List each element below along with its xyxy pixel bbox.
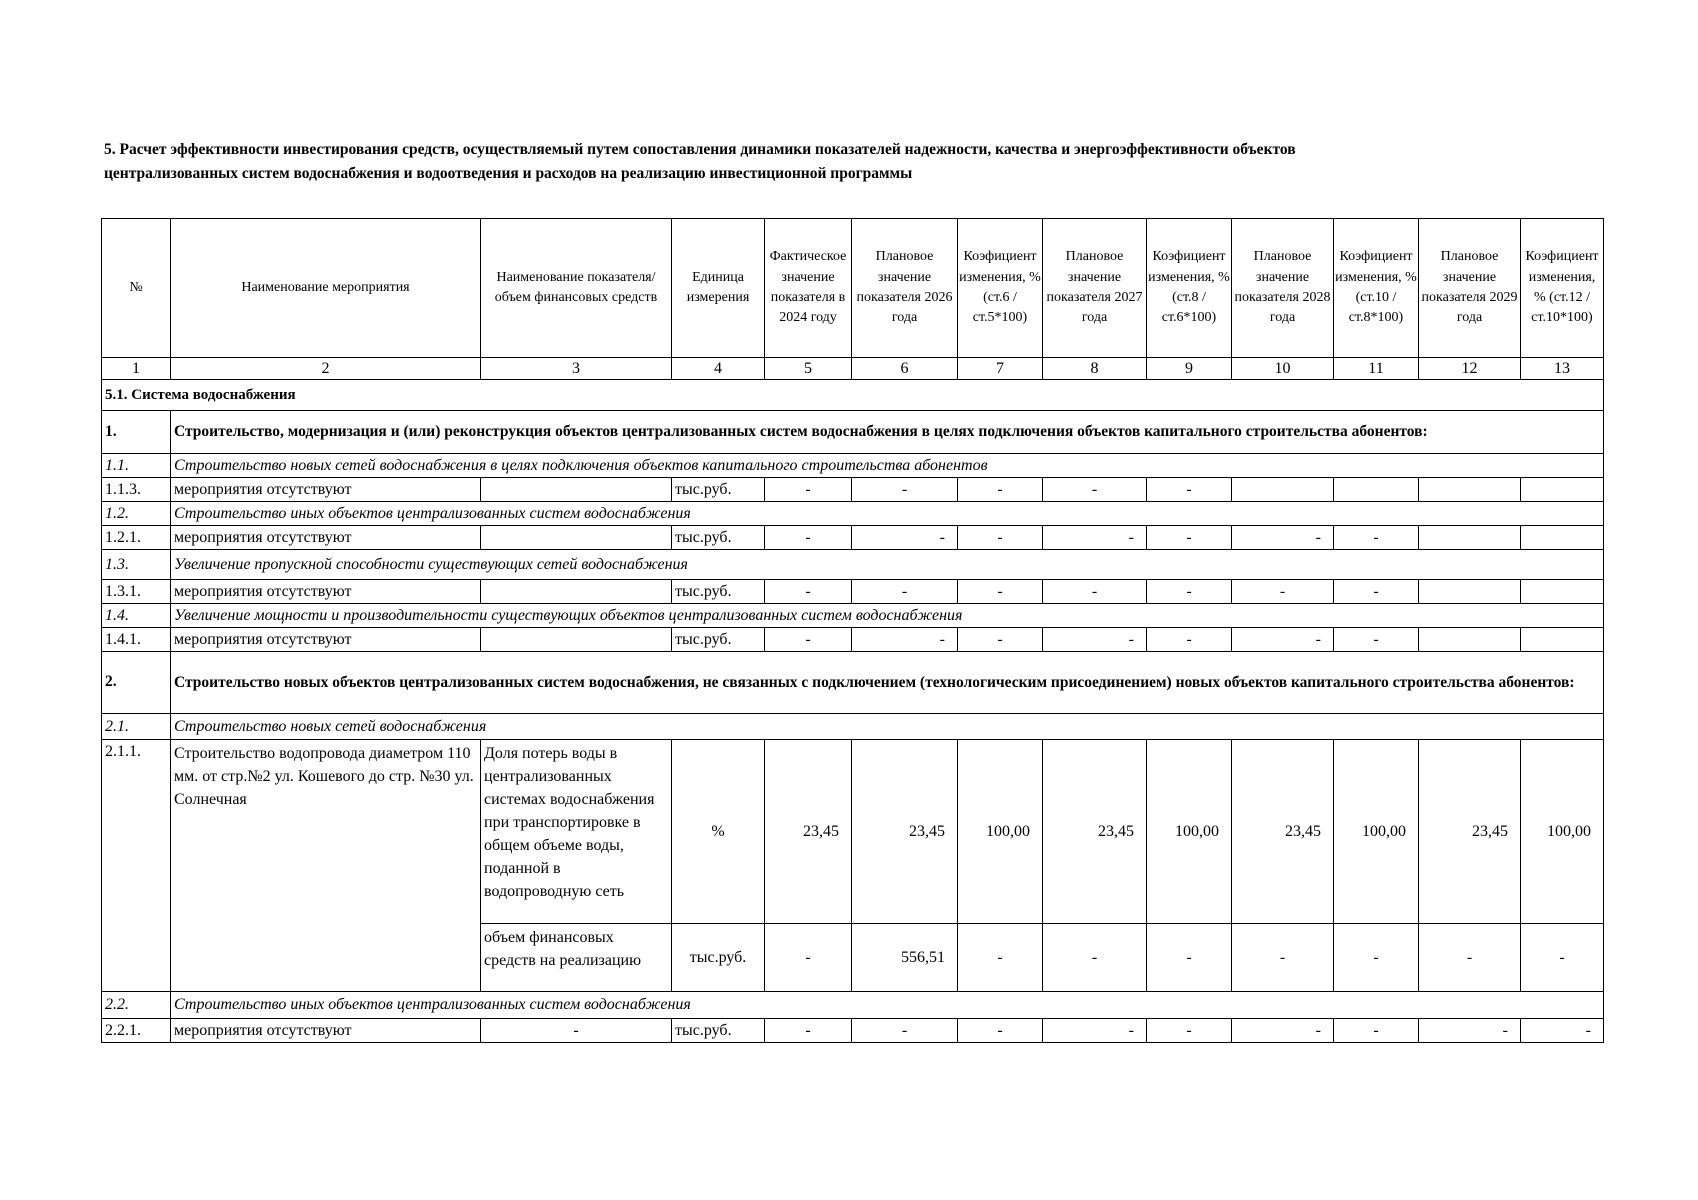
header-name: Наименование мероприятия — [171, 219, 481, 358]
cell-value: - — [765, 628, 852, 652]
cell-value: - — [1232, 580, 1334, 604]
cell-value — [1419, 478, 1521, 502]
subgroup-num: 2.1. — [102, 714, 171, 740]
subgroup-num: 1.1. — [102, 454, 171, 478]
table-row — [102, 526, 1604, 550]
subgroup-row — [102, 550, 1604, 580]
header-indicator: Наименование показателя/ объем финансовых средств — [481, 219, 672, 358]
row-unit: тыс.руб. — [672, 1019, 765, 1043]
header-coef-9: Коэфициент изменения, % (ст.8 /ст.6*100) — [1147, 219, 1232, 358]
cell-value: - — [1147, 580, 1232, 604]
cell-value: - — [765, 526, 852, 550]
row-num: 1.4.1. — [102, 628, 171, 652]
row-unit: тыс.руб. — [672, 478, 765, 502]
cell-value: - — [852, 1019, 958, 1043]
efficiency-table — [101, 218, 1604, 1043]
cell-value: 23,45 — [1419, 740, 1521, 924]
cell-value: 23,45 — [1232, 740, 1334, 924]
cell-value: - — [1521, 1019, 1604, 1043]
cell-value: - — [958, 924, 1043, 992]
col-number: 1 — [102, 358, 171, 380]
table-row — [102, 580, 1604, 604]
table-row — [102, 740, 1604, 924]
col-number: 10 — [1232, 358, 1334, 380]
cell-value — [1419, 628, 1521, 652]
col-number: 13 — [1521, 358, 1604, 380]
col-number: 8 — [1043, 358, 1147, 380]
row-indicator — [481, 628, 672, 652]
cell-value: 100,00 — [1147, 740, 1232, 924]
group-row — [102, 411, 1604, 454]
row-name: мероприятия отсутствуют — [171, 478, 481, 502]
title-line-1: 5. Расчет эффективности инвестирования средств, осуществляемый путем сопоставления динамики показателей надежности, качества и энергоэффективности объектов — [104, 141, 1296, 158]
subgroup-num: 1.2. — [102, 502, 171, 526]
row-name: мероприятия отсутствуют — [171, 628, 481, 652]
cell-value: - — [1232, 1019, 1334, 1043]
column-number-row — [102, 358, 1604, 380]
cell-value: - — [852, 580, 958, 604]
col-number: 3 — [481, 358, 672, 380]
col-number: 5 — [765, 358, 852, 380]
row-name: Строительство водопровода диаметром 110 мм. от стр.№2 ул. Кошевого до стр. №30 ул. Солнечная — [171, 740, 481, 992]
title-line-2: централизованных систем водоснабжения и водоотведения и расходов на реализацию инвестиционной программы — [104, 165, 913, 182]
col-number: 12 — [1419, 358, 1521, 380]
header-coef-7: Коэфициент изменения, % (ст.6 /ст.5*100) — [958, 219, 1043, 358]
cell-value — [1419, 526, 1521, 550]
cell-value: 23,45 — [1043, 740, 1147, 924]
cell-value — [1521, 526, 1604, 550]
header-plan-2028: Плановое значение показателя 2028 года — [1232, 219, 1334, 358]
cell-value: - — [958, 628, 1043, 652]
cell-value: - — [852, 628, 958, 652]
section-title: 5.1. Система водоснабжения — [102, 380, 1604, 411]
cell-value — [1334, 478, 1419, 502]
cell-value: - — [1232, 526, 1334, 550]
cell-value: 100,00 — [1334, 740, 1419, 924]
row-indicator: Доля потерь воды в централизованных системах водоснабжения при транспортировке в общем объеме воды, поданной в водопроводную сеть — [481, 740, 672, 924]
cell-value: - — [1419, 924, 1521, 992]
subgroup-title: Строительство новых сетей водоснабжения — [171, 714, 1604, 740]
subgroup-num: 1.4. — [102, 604, 171, 628]
cell-value — [1521, 628, 1604, 652]
cell-value: - — [958, 478, 1043, 502]
cell-value: - — [1043, 580, 1147, 604]
group-num: 2. — [102, 652, 171, 714]
row-name: мероприятия отсутствуют — [171, 1019, 481, 1043]
cell-value: 23,45 — [852, 740, 958, 924]
cell-value: - — [1232, 924, 1334, 992]
col-number: 4 — [672, 358, 765, 380]
cell-value: - — [765, 580, 852, 604]
header-coef-13: Коэфициент изменения, % (ст.12 /ст.10*100) — [1521, 219, 1604, 358]
row-unit: % — [672, 740, 765, 924]
table-row — [102, 478, 1604, 502]
table-header-row — [102, 219, 1604, 358]
row-indicator: объем финансовых средств на реализацию — [481, 924, 672, 992]
row-indicator — [481, 526, 672, 550]
table-row — [102, 628, 1604, 652]
row-name: мероприятия отсутствуют — [171, 526, 481, 550]
cell-value: - — [1521, 924, 1604, 992]
cell-value: - — [1334, 628, 1419, 652]
cell-value: - — [958, 526, 1043, 550]
col-number: 11 — [1334, 358, 1419, 380]
subgroup-num: 1.3. — [102, 550, 171, 580]
document-title — [104, 138, 1604, 186]
subgroup-row — [102, 604, 1604, 628]
header-plan-2027: Плановое значение показателя 2027 года — [1043, 219, 1147, 358]
cell-value: - — [765, 1019, 852, 1043]
subgroup-title: Строительство новых сетей водоснабжения в целях подключения объектов капитального строительства абонентов — [171, 454, 1604, 478]
table-row — [102, 1019, 1604, 1043]
row-unit: тыс.руб. — [672, 580, 765, 604]
header-num: № — [102, 219, 171, 358]
cell-value: - — [1334, 580, 1419, 604]
row-name: мероприятия отсутствуют — [171, 580, 481, 604]
row-num: 2.2.1. — [102, 1019, 171, 1043]
cell-value: - — [1043, 1019, 1147, 1043]
subgroup-title: Строительство иных объектов централизованных систем водоснабжения — [171, 502, 1604, 526]
subgroup-title: Увеличение пропускной способности существующих сетей водоснабжения — [171, 550, 1604, 580]
col-number: 9 — [1147, 358, 1232, 380]
row-indicator — [481, 478, 672, 502]
cell-value: - — [1334, 526, 1419, 550]
group-title: Строительство новых объектов централизованных систем водоснабжения, не связанных с подключением (технологическим присоединением) новых объектов капитального строительства абонентов: — [171, 652, 1604, 714]
cell-value: - — [1147, 526, 1232, 550]
cell-value: - — [1147, 1019, 1232, 1043]
cell-value — [1419, 580, 1521, 604]
subgroup-row — [102, 502, 1604, 526]
subgroup-title: Строительство иных объектов централизованных систем водоснабжения — [171, 992, 1604, 1019]
cell-value — [1232, 478, 1334, 502]
cell-value — [1521, 580, 1604, 604]
col-number: 6 — [852, 358, 958, 380]
row-num: 2.1.1. — [102, 740, 171, 992]
cell-value — [1521, 478, 1604, 502]
cell-value: - — [1043, 628, 1147, 652]
cell-value: - — [765, 924, 852, 992]
row-indicator: - — [481, 1019, 672, 1043]
row-unit: тыс.руб. — [672, 526, 765, 550]
cell-value: - — [958, 580, 1043, 604]
section-row — [102, 380, 1604, 411]
cell-value: - — [1147, 478, 1232, 502]
subgroup-num: 2.2. — [102, 992, 171, 1019]
subgroup-title: Увеличение мощности и производительности существующих объектов централизованных систем водоснабжения — [171, 604, 1604, 628]
cell-value: 100,00 — [958, 740, 1043, 924]
cell-value: - — [1147, 924, 1232, 992]
header-plan-2026: Плановое значение показателя 2026 года — [852, 219, 958, 358]
row-num: 1.1.3. — [102, 478, 171, 502]
cell-value: - — [852, 526, 958, 550]
cell-value: - — [852, 478, 958, 502]
cell-value: - — [1419, 1019, 1521, 1043]
row-indicator — [481, 580, 672, 604]
group-title: Строительство, модернизация и (или) реконструкция объектов централизованных систем водоснабжения в целях подключения объектов капитального строительства абонентов: — [171, 411, 1604, 454]
cell-value: 100,00 — [1521, 740, 1604, 924]
group-row — [102, 652, 1604, 714]
subgroup-row — [102, 454, 1604, 478]
cell-value: - — [1043, 478, 1147, 502]
row-num: 1.2.1. — [102, 526, 171, 550]
group-num: 1. — [102, 411, 171, 454]
cell-value: - — [1043, 526, 1147, 550]
subgroup-row — [102, 714, 1604, 740]
cell-value: - — [1232, 628, 1334, 652]
cell-value: 556,51 — [852, 924, 958, 992]
header-unit: Единица измерения — [672, 219, 765, 358]
cell-value: - — [765, 478, 852, 502]
row-num: 1.3.1. — [102, 580, 171, 604]
subgroup-row — [102, 992, 1604, 1019]
cell-value: 23,45 — [765, 740, 852, 924]
cell-value: - — [1147, 628, 1232, 652]
cell-value: - — [958, 1019, 1043, 1043]
cell-value: - — [1334, 924, 1419, 992]
header-actual-2024: Фактическое значение показателя в 2024 году — [765, 219, 852, 358]
row-unit: тыс.руб. — [672, 924, 765, 992]
cell-value: - — [1043, 924, 1147, 992]
header-coef-11: Коэфициент изменения, % (ст.10 /ст.8*100) — [1334, 219, 1419, 358]
col-number: 2 — [171, 358, 481, 380]
row-unit: тыс.руб. — [672, 628, 765, 652]
cell-value: - — [1334, 1019, 1419, 1043]
header-plan-2029: Плановое значение показателя 2029 года — [1419, 219, 1521, 358]
col-number: 7 — [958, 358, 1043, 380]
